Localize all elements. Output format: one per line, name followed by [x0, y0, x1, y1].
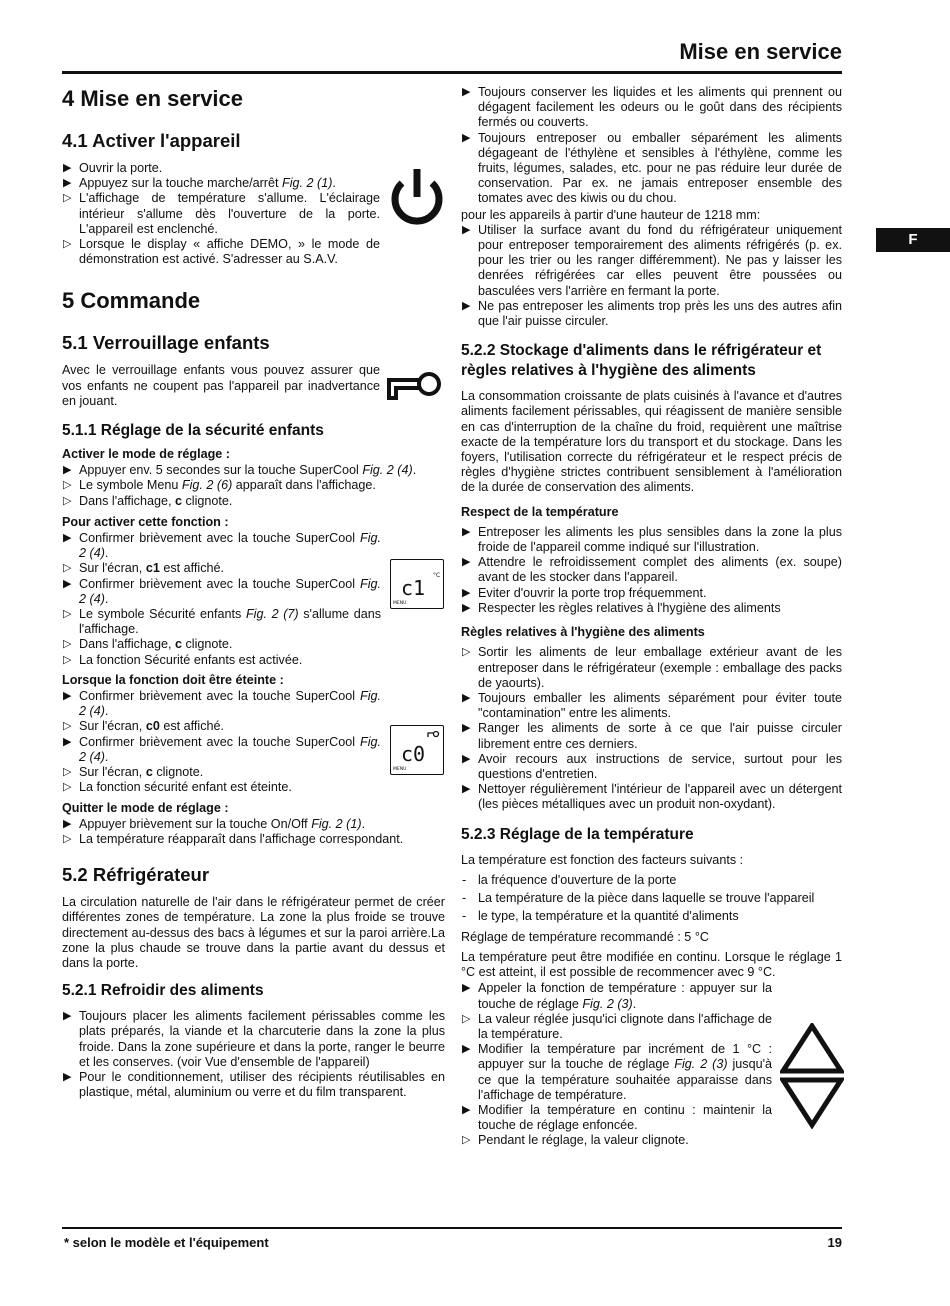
- action-marker-icon: ▶: [462, 722, 471, 735]
- action-marker-icon: ▶: [63, 532, 72, 545]
- language-tab: F: [876, 228, 950, 252]
- section-5-2-title: 5.2 Réfrigérateur: [62, 864, 210, 886]
- list-item: ▷ Lorsque le display « affiche DEMO, » le mode de démonstration est activé. S'adresser au S.A.V.: [63, 237, 380, 267]
- display-unit: °C: [433, 572, 441, 579]
- action-marker-icon: ▶: [63, 577, 72, 590]
- action-marker-icon: ▶: [462, 525, 471, 538]
- list-item: ▶ Ranger les aliments de sorte à ce que l'air puisse circuler librement entre ces derniers.: [462, 721, 842, 751]
- list-item: ▷ La température réapparaît dans l'affichage correspondant.: [63, 831, 404, 846]
- quit-mode-list: [62, 817, 445, 847]
- figure-reference: Fig. 2 (3): [582, 996, 633, 1011]
- figure-reference: Fig. 2 (6): [181, 478, 233, 493]
- result-marker-icon: ▷: [63, 608, 72, 621]
- list-item: ▶ Eviter d'ouvrir la porte trop fréquemment.: [462, 585, 707, 600]
- list-item: ▶ Ouvrir la porte.: [63, 161, 163, 175]
- action-marker-icon: ▶: [462, 299, 471, 312]
- action-marker-icon: ▶: [63, 1070, 72, 1083]
- result-marker-icon: ▷: [63, 479, 72, 492]
- list-item: ▶ Appuyer env. 5 secondes sur la touche SuperCool Fig. 2 (4).: [63, 463, 417, 478]
- figure-reference: Fig. 2 (4): [362, 463, 413, 478]
- height-note: pour les appareils à partir d'une hauteur de 1218 mm:: [461, 207, 761, 222]
- section-4-1-title: 4.1 Activer l'appareil: [62, 130, 241, 151]
- footer-rule: [62, 1227, 842, 1229]
- hygiene-rules-title: Règles relatives à l'hygiène des aliments: [461, 625, 705, 640]
- recommended-setting: Réglage de température recommandé : 5 °C: [461, 929, 709, 944]
- activate-mode-title: Activer le mode de réglage :: [62, 447, 230, 462]
- list-item: ▷ Sur l'écran, c1 est affiché.: [63, 561, 225, 576]
- temperature-respect-title: Respect de la température: [461, 504, 619, 519]
- list-item: ▶ Modifier la température par incrément de 1 °C : appuyer sur la touche de réglage Fig. 2 (3) jusqu'à ce que la température souhaitée apparaisse dans l'affichage de température.: [462, 1042, 773, 1102]
- disable-function-title: Lorsque la fonction doit être éteinte :: [62, 672, 284, 687]
- section-4-1-list: [62, 161, 380, 267]
- figure-reference: Fig. 2 (7): [245, 607, 299, 622]
- list-item: ▶ Entreposer les aliments les plus sensibles dans la zone la plus froide de l'appareil comme indiqué sur l'illustration.: [462, 524, 842, 555]
- list-item: ▶ Nettoyer régulièrement l'intérieur de l'appareil avec un détergent (les pièces métalliques avec un produit non-oxydant).: [462, 782, 842, 812]
- list-item: ▶ Toujours emballer les aliments séparément pour éviter toute "contamination" entre les aliments.: [462, 690, 842, 721]
- right-column: [461, 85, 842, 1149]
- result-marker-icon: ▷: [63, 832, 72, 845]
- action-marker-icon: ▶: [462, 783, 471, 796]
- action-marker-icon: ▶: [63, 1010, 72, 1023]
- enable-function-title: Pour activer cette fonction :: [62, 514, 229, 529]
- enable-function-list: [62, 531, 381, 668]
- figure-reference: Fig. 2 (1): [282, 176, 333, 191]
- display-code: c: [145, 765, 153, 780]
- list-item: ▶ Avoir recours aux instructions de service, surtout pour les questions d'entretien.: [462, 751, 842, 781]
- display-code: c: [174, 637, 182, 652]
- result-marker-icon: ▷: [462, 1012, 471, 1025]
- tall-appliance-list: [461, 223, 842, 329]
- figure-reference: Fig. 2 (4): [79, 734, 381, 764]
- result-marker-icon: ▷: [63, 720, 72, 733]
- result-marker-icon: ▷: [63, 653, 72, 666]
- action-marker-icon: ▶: [462, 131, 471, 144]
- activate-mode-list: [62, 463, 445, 509]
- quit-mode-title: Quitter le mode de réglage :: [62, 800, 229, 815]
- list-item: ▶ Confirmer brièvement avec la touche SuperCool Fig. 2 (4).: [63, 689, 381, 719]
- section-5-2-1-title: 5.2.1 Refroidir des aliments: [62, 982, 264, 1000]
- display-digits: c1: [401, 576, 426, 600]
- header-rule: [62, 71, 842, 74]
- left-column: [62, 82, 445, 1100]
- action-marker-icon: ▶: [462, 223, 471, 236]
- section-5-2-3-text: La température peut être modifiée en continu. Lorsque le réglage 1 °C est atteint, il est possible de recommencer avec 9 °C.: [461, 949, 842, 980]
- list-item: ▶ Toujours placer les aliments facilement périssables comme les plats préparés, la viande et la charcuterie dans la zone la plus froide. Dans la zone supérieure et dans la porte, ranger le beurre et les conserves. (voir Vue d'ensemble de l'appareil): [63, 1009, 445, 1069]
- list-item: ▶ Modifier la température en continu : maintenir la touche de réglage enfoncée.: [462, 1102, 772, 1133]
- storage-tips-list: [461, 85, 842, 207]
- action-marker-icon: ▶: [462, 982, 471, 995]
- section-5-2-2-title: 5.2.2 Stockage d'aliments dans le réfrigérateur et règles relatives à l'hygiène des aliments: [461, 342, 822, 380]
- list-item: ▶ Confirmer brièvement avec la touche SuperCool Fig. 2 (4).: [63, 531, 381, 561]
- result-marker-icon: ▷: [63, 238, 72, 251]
- list-item: ▶ Toujours entreposer ou emballer séparément les aliments dégageant de l'éthylène et sensibles à l'éthylène, comme les fruits, légumes, salades, etc. pour ne pas réduire leur durée de conservation. Par ex. ne jamais entreposer ensemble des tomates avec des kiwis ou du chou.: [462, 130, 842, 206]
- action-marker-icon: ▶: [63, 817, 72, 830]
- section-5-1-1-title: 5.1.1 Réglage de la sécurité enfants: [62, 422, 324, 440]
- list-item: ▶ Appeler la fonction de température : appuyer sur la touche de réglage Fig. 2 (3).: [462, 981, 772, 1011]
- action-marker-icon: ▶: [462, 1103, 471, 1116]
- list-item: ▶ Utiliser la surface avant du fond du réfrigérateur uniquement pour entreposer temporairement des aliments réfrigérés (p. ex. pour les trier ou les ranger différemment). Ne pas y laisser les denrées réfrigérées car elles peuvent être poussées ou basculées vers l'arrière en fermant la porte.: [462, 222, 842, 298]
- list-item: ▶ Toujours conserver les liquides et les aliments qui prennent ou dégagent facilement les odeurs ou le goût dans des récipients fermés ou couverts.: [462, 85, 842, 130]
- section-5-2-1-list: [62, 1009, 445, 1100]
- action-marker-icon: ▶: [462, 556, 471, 569]
- section-5-2-3-title: 5.2.3 Réglage de la température: [461, 825, 694, 843]
- page-header-title: Mise en service: [679, 39, 842, 64]
- action-marker-icon: ▶: [63, 690, 72, 703]
- action-marker-icon: ▶: [462, 752, 471, 765]
- list-item: ▷ L'affichage de température s'allume. L'éclairage intérieur s'allume dès l'ouverture de la porte. L'appareil est enclenché.: [63, 191, 380, 236]
- result-marker-icon: ▷: [462, 646, 471, 659]
- display-code: c0: [145, 719, 160, 734]
- result-marker-icon: ▷: [63, 638, 72, 651]
- action-marker-icon: ▶: [462, 586, 471, 599]
- section-4-title: 4 Mise en service: [62, 86, 244, 111]
- list-item: ▷ Dans l'affichage, c clignote.: [63, 493, 233, 508]
- list-item: ▷ Le symbole Menu Fig. 2 (6) apparaît dans l'affichage.: [63, 478, 376, 493]
- result-marker-icon: ▷: [63, 781, 72, 794]
- display-code: c1: [145, 561, 160, 576]
- list-item: ▶ Respecter les règles relatives à l'hygiène des aliments: [462, 600, 781, 615]
- list-item: ▷ La valeur réglée jusqu'ici clignote dans l'affichage de la température.: [462, 1011, 772, 1041]
- page-number: 19: [827, 1235, 842, 1250]
- result-marker-icon: ▷: [63, 494, 72, 507]
- list-item: ▷ Sur l'écran, c0 est affiché.: [63, 719, 225, 734]
- list-item: - La température de la pièce dans laquelle se trouve l'appareil: [462, 890, 815, 905]
- section-5-title: 5 Commande: [62, 288, 201, 314]
- hygiene-rules-list: [461, 645, 842, 812]
- action-marker-icon: ▶: [462, 601, 471, 614]
- result-marker-icon: ▷: [63, 562, 72, 575]
- action-marker-icon: ▶: [462, 1043, 471, 1056]
- display-menu-label: MENU: [393, 767, 407, 772]
- action-marker-icon: ▶: [63, 735, 72, 748]
- result-marker-icon: ▷: [462, 1134, 471, 1147]
- temperature-factors-list: [461, 871, 842, 925]
- result-marker-icon: ▷: [63, 192, 72, 205]
- list-item: ▶ Confirmer brièvement avec la touche SuperCool Fig. 2 (4).: [63, 734, 381, 764]
- list-item: ▷ La fonction sécurité enfant est éteinte.: [63, 780, 292, 795]
- figure-reference: Fig. 2 (4): [79, 689, 381, 719]
- action-marker-icon: ▶: [63, 464, 72, 477]
- list-item: ▷ Dans l'affichage, c clignote.: [63, 637, 233, 652]
- list-item: ▶ Pour le conditionnement, utiliser des récipients réutilisables en plastique, métal, aluminium ou verre et du film transparent.: [63, 1069, 445, 1100]
- list-item: ▷ La fonction Sécurité enfants est activée.: [63, 652, 303, 667]
- temperature-factors-intro: La température est fonction des facteurs suivants :: [461, 852, 744, 867]
- display-digits: c0: [401, 742, 426, 766]
- list-item: ▷ Sur l'écran, c clignote.: [63, 765, 204, 780]
- action-marker-icon: ▶: [462, 86, 471, 98]
- disable-function-list: [62, 689, 381, 795]
- list-item: ▶ Ne pas entreposer les aliments trop près les uns des autres afin que l'air puisse circuler.: [462, 298, 842, 329]
- action-marker-icon: ▶: [462, 691, 471, 704]
- list-item: ▷ Pendant le réglage, la valeur clignote.: [462, 1133, 689, 1148]
- footer-note: * selon le modèle et l'équipement: [64, 1235, 269, 1250]
- section-5-1-title: 5.1 Verrouillage enfants: [62, 332, 270, 354]
- display-code: c: [174, 493, 182, 508]
- display-menu-label: MENU: [393, 601, 407, 606]
- list-item: ▷ Sortir les aliments de leur emballage extérieur avant de les entreposer dans le réfrigérateur (exemple : emballage des packs de yaourts).: [462, 645, 842, 690]
- list-item: - le type, la température et la quantité d'aliments: [462, 908, 739, 923]
- temperature-setting-list: [461, 981, 772, 1148]
- figure-reference: Fig. 2 (4): [79, 576, 381, 606]
- result-marker-icon: ▷: [63, 766, 72, 779]
- list-item: ▶ Appuyez sur la touche marche/arrêt Fig. 2 (1).: [63, 176, 336, 191]
- action-marker-icon: ▶: [63, 162, 72, 174]
- section-5-2-text: La circulation naturelle de l'air dans le réfrigérateur permet de créer différentes zones de température. La zone la plus froide se trouve directement au-dessus des bacs à légumes et sur la paroi arrière.La zone la plus chaude se trouve dans la partie avant du dessus et dans la porte.: [62, 895, 445, 970]
- action-marker-icon: ▶: [63, 177, 72, 190]
- list-item: - la fréquence d'ouverture de la porte: [462, 872, 677, 887]
- figure-reference: Fig. 2 (3): [674, 1057, 728, 1072]
- figure-reference: Fig. 2 (1): [311, 816, 362, 831]
- section-5-2-2-text: La consommation croissante de plats cuisinés à l'avance et d'autres aliments facilement périssables, qui réagissent de manière sensible en cas d'interruption de la chaîne du froid, requièrent une maîtrise exacte de la température lors du transport et du stockage. Dans les foyers, l'utilisation correcte du réfrigérateur et le respect précis de règles d'hygiène strictes contribuent sensiblement à l'amélioration de la durée de conservation des aliments.: [461, 389, 842, 495]
- section-5-1-text: Avec le verrouillage enfants vous pouvez assurer que vos enfants ne coupent pas l'appareil par inadvertance en jouant.: [62, 363, 380, 408]
- list-item: ▶ Appuyer brièvement sur la touche On/Off Fig. 2 (1).: [63, 816, 366, 831]
- figure-reference: Fig. 2 (4): [79, 531, 381, 561]
- list-item: ▶ Attendre le refroidissement complet des aliments (ex. soupe) avant de les stocker dans l'appareil.: [462, 555, 842, 585]
- temperature-respect-list: [461, 525, 842, 616]
- list-item: ▷ Le symbole Sécurité enfants Fig. 2 (7) s'allume dans l'affichage.: [63, 607, 382, 637]
- list-item: ▶ Confirmer brièvement avec la touche SuperCool Fig. 2 (4).: [63, 576, 381, 606]
